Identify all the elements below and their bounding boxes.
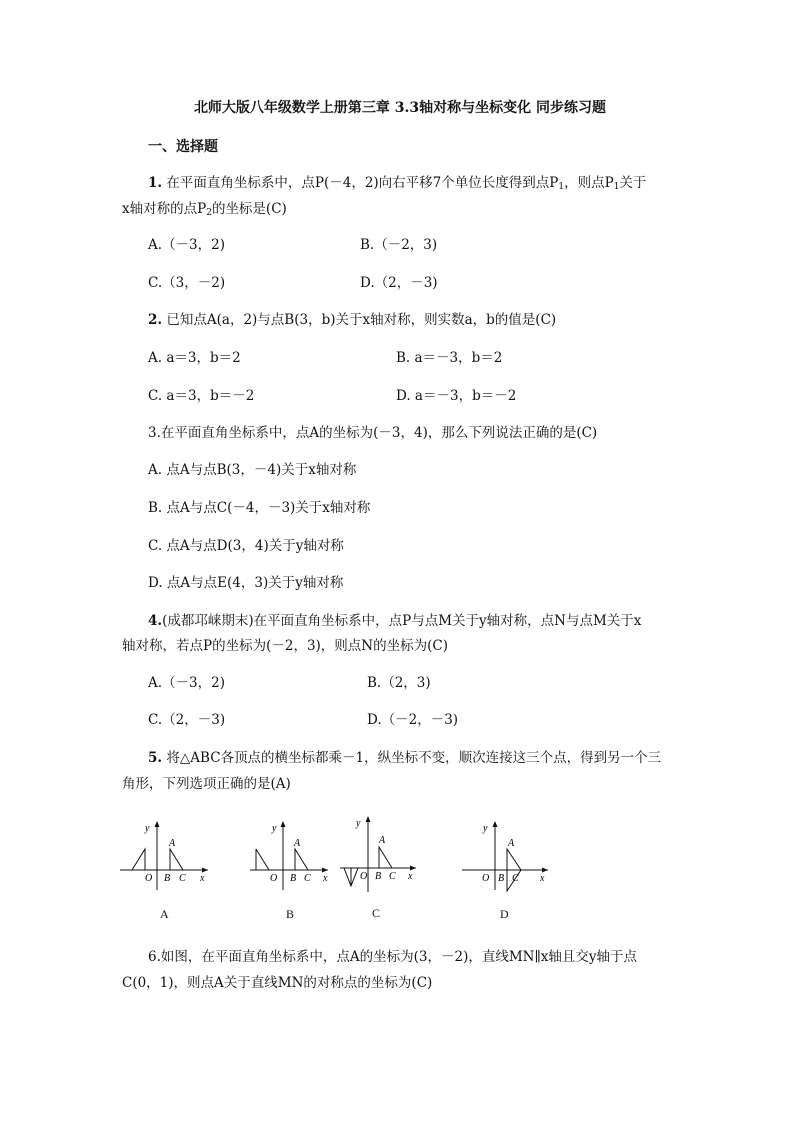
figure-a-point-b: B [164, 873, 171, 884]
question-4-line-1: 4.(成都邛崃期末)在平面直角坐标系中，点P与点M关于y轴对称，点N与点M关于x [148, 613, 642, 629]
question-number: 2. [148, 312, 163, 328]
figure-d-x-axis-label: x [540, 873, 545, 884]
figure-c-point-c: C [389, 871, 396, 882]
figure-a-label: A [160, 907, 169, 921]
question-2-option-a: A. a＝3，b＝2 [148, 350, 241, 366]
question-number: 5. [148, 750, 163, 766]
figure-a-graph [118, 815, 218, 895]
figure-a-point-a: A [169, 838, 176, 849]
question-5-line-1: 5. 将△ABC各顶点的横坐标都乘－1，纵坐标不变，顺次连接这三个点，得到另一个三 [148, 750, 662, 766]
figure-c [338, 810, 438, 920]
question-3-option-d: D. 点A与点E(4，3)关于y轴对称 [148, 575, 344, 591]
figure-b-y-axis-label: y [272, 823, 277, 834]
figure-c-point-a: A [379, 835, 386, 846]
figure-d-point-c: C [512, 873, 519, 884]
figure-c-graph [338, 810, 438, 895]
question-3-option-b: B. 点A与点C(－4，－3)关于x轴对称 [148, 500, 371, 516]
section-heading: 一、选择题 [148, 139, 218, 155]
question-2-option-b: B. a＝－3，b＝2 [396, 350, 503, 366]
question-2-option-c: C. a＝3，b＝－2 [148, 388, 255, 404]
question-1-line-1: 1. 在平面直角坐标系中，点P(－4，2)向右平移7个单位长度得到点$P_1$，则点$P_1$关于 [148, 175, 647, 192]
question-2-option-d: D. a＝－3，b＝－2 [396, 388, 517, 404]
figure-a-y-axis-label: y [145, 823, 150, 834]
figure-d-point-b: B [498, 873, 505, 884]
question-1-option-b: B.（－2，3) [360, 237, 438, 253]
question-6-line-1: 6.如图，在平面直角坐标系中，点A的坐标为(3，－2)，直线MN∥x轴且交y轴于点 [148, 949, 637, 965]
figure-a-origin: O [145, 873, 153, 884]
figure-b-point-c: C [304, 873, 311, 884]
figure-b-graph [248, 815, 348, 895]
figure-d-label: D [500, 907, 509, 921]
question-1-line-2: x轴对称的点$P_2$的坐标是(C) [122, 201, 287, 218]
figure-a-point-c: C [179, 873, 186, 884]
figure-a-x-axis-label: x [200, 873, 205, 884]
figure-c-label: C [372, 906, 381, 920]
figure-c-x-axis-label: x [408, 871, 413, 882]
figure-c-point-b: B [375, 871, 382, 882]
figure-d-y-axis-label: y [483, 823, 488, 834]
figure-d-origin: O [482, 873, 490, 884]
question-4-line-2: 轴对称，若点P的坐标为(－2，3)，则点N的坐标为(C) [122, 638, 448, 654]
document-title: 北师大版八年级数学上册第三章 3.3轴对称与坐标变化 同步练习题 [193, 100, 607, 116]
figure-c-y-axis-label: y [356, 818, 361, 829]
figure-c-origin: O [360, 871, 368, 882]
figure-b-label: B [286, 907, 295, 921]
question-3-option-c: C. 点A与点D(3，4)关于y轴对称 [148, 538, 344, 554]
question-6-line-2: C(0，1)，则点A关于直线MN的对称点的坐标为(C) [122, 975, 433, 991]
question-5-line-2: 角形，下列选项正确的是(A) [122, 776, 291, 792]
figure-b-origin: O [270, 873, 278, 884]
figure-b-point-a: A [294, 838, 301, 849]
question-1-option-d: D.（2，－3) [360, 275, 438, 291]
question-4-option-b: B.（2，3) [367, 675, 431, 691]
figure-d-graph [460, 815, 560, 895]
figure-b [248, 815, 348, 925]
question-3-text: 3.在平面直角坐标系中，点A的坐标为(－3，4)，那么下列说法正确的是(C) [148, 425, 598, 441]
question-2-text: 2. 已知点A(a，2)与点B(3，b)关于x轴对称，则实数a，b的值是(C) [148, 312, 557, 328]
figure-b-point-b: B [290, 873, 297, 884]
question-number: 1. [148, 175, 163, 191]
question-1-option-a: A.（－3，2) [148, 237, 225, 253]
question-4-option-c: C.（2，－3) [148, 712, 226, 728]
question-1-option-c: C.（3，－2) [148, 275, 226, 291]
figure-d [460, 815, 560, 925]
question-3-option-a: A. 点A与点B(3，－4)关于x轴对称 [148, 462, 357, 478]
question-number: 4. [148, 613, 163, 629]
figure-a [118, 815, 218, 925]
question-4-option-a: A.（－3，2) [148, 675, 225, 691]
figure-b-x-axis-label: x [323, 873, 328, 884]
question-4-option-d: D.（－2，－3) [367, 712, 459, 728]
figure-d-point-a: A [508, 838, 515, 849]
